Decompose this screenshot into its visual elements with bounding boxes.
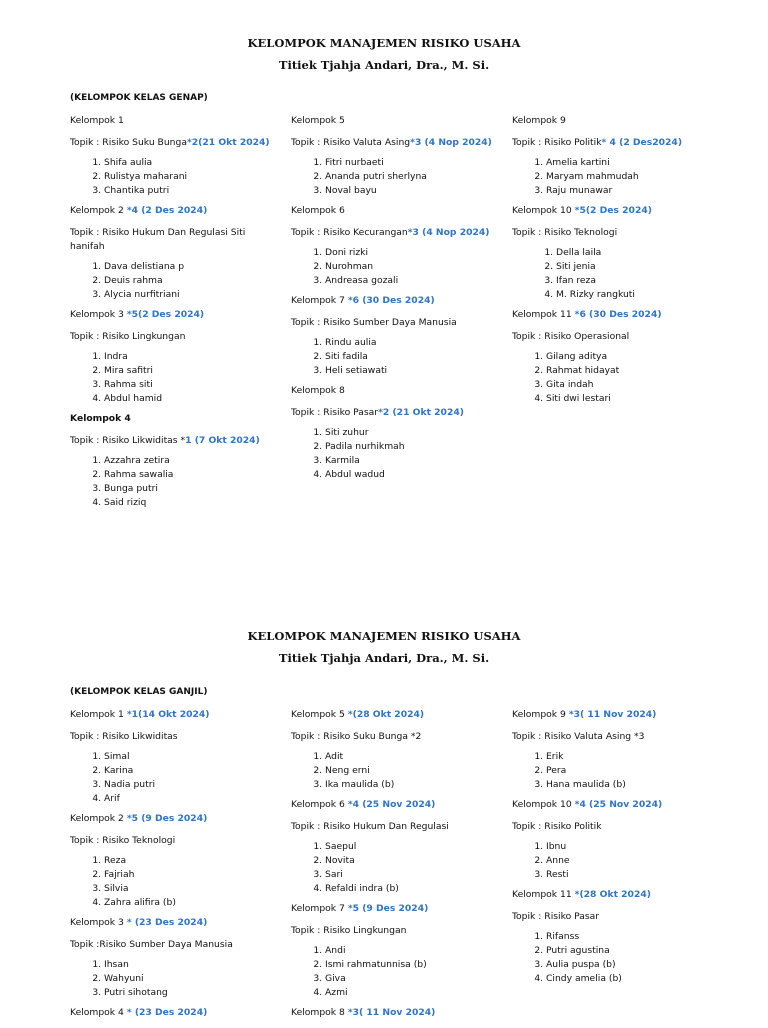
group-label: Kelompok 3 xyxy=(70,309,124,320)
member-name: 1. Ibnu xyxy=(546,840,722,854)
group-label: Kelompok 8 xyxy=(291,1007,345,1018)
topic-text: Topik : Risiko Kecurangan xyxy=(291,227,408,238)
document-title: KELOMPOK MANAJEMEN RISIKO USAHA xyxy=(247,36,521,50)
member-name: 1. Reza xyxy=(104,854,280,868)
member-name: 1. Azzahra zetira xyxy=(104,454,280,468)
topic-line xyxy=(70,136,280,150)
schedule-note: *5 (9 Des 2024) xyxy=(126,813,208,824)
document-title: KELOMPOK MANAJEMEN RISIKO USAHA xyxy=(247,629,521,643)
schedule-note: *5(2 Des 2024) xyxy=(126,309,205,320)
member-list xyxy=(512,156,722,198)
member-list xyxy=(70,958,280,1000)
member-name: 2. Nurohman xyxy=(325,260,501,274)
member-name: 3. Alycia nurfitriani xyxy=(104,288,280,302)
member-name: 4. Azmi xyxy=(325,986,501,1000)
member-name: 2. Maryam mahmudah xyxy=(546,170,722,184)
schedule-note: * (23 Des 2024) xyxy=(126,1007,208,1018)
schedule-note: *4 (2 Des 2024) xyxy=(126,205,208,216)
group-block xyxy=(512,114,722,198)
member-name: 1. Rindu aulia xyxy=(325,336,501,350)
group-column xyxy=(70,114,280,516)
topic-text: Topik : Risiko Likwiditas * xyxy=(70,435,186,446)
member-name: 4. M. Rizky rangkuti xyxy=(556,288,722,302)
member-name: 1. Fitri nurbaeti xyxy=(325,156,501,170)
group-heading xyxy=(291,1006,501,1020)
group-block xyxy=(70,916,280,1000)
member-name: 3. Bunga putri xyxy=(104,482,280,496)
topic-line xyxy=(291,226,501,240)
topic-text: Topik : Risiko Teknologi xyxy=(70,835,176,846)
group-block xyxy=(291,902,501,1000)
member-list xyxy=(70,156,280,198)
member-name: 2. Pera xyxy=(546,764,722,778)
member-name: 2. Deuis rahma xyxy=(104,274,280,288)
schedule-note: * 4 (2 Des2024) xyxy=(601,137,683,148)
group-label: Kelompok 1 xyxy=(70,709,124,720)
schedule-note: *5 (9 Des 2024) xyxy=(347,903,429,914)
group-heading xyxy=(512,888,722,902)
topic-text: Topik : Risiko Lingkungan xyxy=(291,925,407,936)
member-list xyxy=(70,260,280,302)
group-label: Kelompok 10 xyxy=(512,799,572,810)
member-name: 1. Saepul xyxy=(325,840,501,854)
member-name: 4. Abdul hamid xyxy=(104,392,280,406)
schedule-note: 1 (7 Okt 2024) xyxy=(185,435,260,446)
schedule-note: *3( 11 Nov 2024) xyxy=(347,1007,436,1018)
topic-line xyxy=(291,820,501,834)
topic-text: Topik : Risiko Sumber Daya Manusia xyxy=(291,317,457,328)
member-name: 1. Simal xyxy=(104,750,280,764)
group-block xyxy=(70,114,280,198)
member-list xyxy=(512,246,722,302)
topic-text: Topik : Risiko Suku Bunga xyxy=(70,137,187,148)
schedule-note: *6 (30 Des 2024) xyxy=(347,295,435,306)
topic-line xyxy=(291,924,501,938)
schedule-note: *6 (30 Des 2024) xyxy=(574,309,662,320)
group-label: Kelompok 7 xyxy=(291,295,345,306)
group-block xyxy=(291,294,501,378)
class-label: (KELOMPOK KELAS GANJIL) xyxy=(70,687,208,697)
group-heading xyxy=(70,916,280,930)
group-block xyxy=(70,1006,280,1020)
topic-text: Topik : Risiko Politik xyxy=(512,137,602,148)
topic-line xyxy=(512,136,722,150)
group-block xyxy=(512,798,722,882)
group-block xyxy=(291,798,501,896)
schedule-note: *3 (4 Nop 2024) xyxy=(410,137,492,148)
topic-text: Topik :Risiko Sumber Daya Manusia xyxy=(70,939,233,950)
member-list xyxy=(291,426,501,482)
topic-text: Topik : Risiko Pasar xyxy=(512,911,600,922)
member-name: 1. Dava delistiana p xyxy=(104,260,280,274)
group-column xyxy=(70,708,280,1028)
topic-text: Topik : Risiko Hukum Dan Regulasi xyxy=(291,821,449,832)
group-heading xyxy=(291,114,501,128)
member-name: 3. Putri sihotang xyxy=(104,986,280,1000)
member-name: 2. Rulistya maharani xyxy=(104,170,280,184)
group-column xyxy=(291,708,501,1028)
topic-text: Topik : Risiko Pasar xyxy=(291,407,379,418)
group-heading xyxy=(70,708,280,722)
group-heading xyxy=(70,308,280,322)
member-name: 3. Giva xyxy=(325,972,501,986)
member-name: 2. Neng erni xyxy=(325,764,501,778)
group-block xyxy=(291,1006,501,1020)
member-name: 2. Ananda putri sherlyna xyxy=(325,170,501,184)
topic-text: Topik : Risiko Valuta Asing *3 xyxy=(512,731,645,742)
group-block xyxy=(70,708,280,806)
topic-line xyxy=(512,820,722,834)
schedule-note: *3( 11 Nov 2024) xyxy=(568,709,657,720)
topic-line xyxy=(291,406,501,420)
topic-line xyxy=(70,730,280,744)
group-heading xyxy=(291,204,501,218)
topic-line xyxy=(512,730,722,744)
group-heading xyxy=(291,384,501,398)
member-name: 3. Chantika putri xyxy=(104,184,280,198)
group-label: Kelompok 11 xyxy=(512,309,572,320)
group-label: Kelompok 5 xyxy=(291,115,345,126)
member-name: 3. Resti xyxy=(546,868,722,882)
topic-text: Topik : Risiko Valuta Asing xyxy=(291,137,411,148)
member-name: 2. Mira safitri xyxy=(104,364,280,378)
member-name: 1. Shifa aulia xyxy=(104,156,280,170)
group-heading xyxy=(512,308,722,322)
document-author: Titiek Tjahja Andari, Dra., M. Si. xyxy=(278,651,490,665)
member-name: 2. Wahyuni xyxy=(104,972,280,986)
group-block xyxy=(512,308,722,406)
member-name: 3. Hana maulida (b) xyxy=(546,778,722,792)
member-name: 3. Ifan reza xyxy=(556,274,722,288)
document-author: Titiek Tjahja Andari, Dra., M. Si. xyxy=(278,58,490,72)
member-name: 3. Raju munawar xyxy=(546,184,722,198)
group-label: Kelompok 6 xyxy=(291,799,345,810)
topic-line xyxy=(70,226,280,254)
topic-text: Topik : Risiko Suku Bunga *2 xyxy=(291,731,422,742)
group-block xyxy=(512,204,722,302)
member-name: 3. Nadia putri xyxy=(104,778,280,792)
group-label: Kelompok 4 xyxy=(70,1007,124,1018)
member-name: 1. Siti zuhur xyxy=(325,426,501,440)
group-label: Kelompok 8 xyxy=(291,385,345,396)
member-name: 3. Silvia xyxy=(104,882,280,896)
member-name: 2. Karina xyxy=(104,764,280,778)
group-heading xyxy=(70,1006,280,1020)
schedule-note: *(28 Okt 2024) xyxy=(574,889,651,900)
topic-line xyxy=(70,938,280,952)
member-list xyxy=(512,840,722,882)
topic-line xyxy=(512,226,722,240)
member-name: 3. Karmila xyxy=(325,454,501,468)
member-name: 4. Siti dwi lestari xyxy=(546,392,722,406)
member-list xyxy=(291,246,501,288)
topic-text: Topik : Risiko Operasional xyxy=(512,331,630,342)
member-name: 2. Ismi rahmatunnisa (b) xyxy=(325,958,501,972)
group-block xyxy=(291,384,501,482)
topic-line xyxy=(70,834,280,848)
member-name: 1. Amelia kartini xyxy=(546,156,722,170)
member-name: 1. Doni rizki xyxy=(325,246,501,260)
group-column xyxy=(512,708,722,992)
member-list xyxy=(291,156,501,198)
group-heading xyxy=(70,114,280,128)
topic-line xyxy=(512,910,722,924)
member-name: 3. Noval bayu xyxy=(325,184,501,198)
group-label: Kelompok 2 xyxy=(70,813,124,824)
topic-text: Topik : Risiko Teknologi xyxy=(512,227,618,238)
member-list xyxy=(70,854,280,910)
topic-text: Topik : Risiko Likwiditas xyxy=(70,731,178,742)
topic-line xyxy=(291,136,501,150)
member-list xyxy=(70,350,280,406)
schedule-note: * (23 Des 2024) xyxy=(126,917,208,928)
topic-line xyxy=(70,330,280,344)
member-name: 3. Gita indah xyxy=(546,378,722,392)
schedule-note: *4 (25 Nov 2024) xyxy=(574,799,663,810)
member-list xyxy=(291,750,501,792)
group-block xyxy=(70,308,280,406)
member-name: 4. Said riziq xyxy=(104,496,280,510)
topic-line xyxy=(70,434,280,448)
group-block xyxy=(70,412,280,510)
group-heading xyxy=(70,812,280,826)
group-label: Kelompok 4 xyxy=(70,413,131,424)
group-block xyxy=(70,812,280,910)
topic-line xyxy=(291,730,501,744)
topic-line xyxy=(291,316,501,330)
topic-text: Topik : Risiko Politik xyxy=(512,821,602,832)
member-list xyxy=(512,750,722,792)
member-list xyxy=(70,750,280,806)
member-name: 4. Refaldi indra (b) xyxy=(325,882,501,896)
group-label: Kelompok 7 xyxy=(291,903,345,914)
group-heading xyxy=(291,798,501,812)
member-name: 2. Siti fadila xyxy=(325,350,501,364)
member-name: 2. Fajriah xyxy=(104,868,280,882)
member-list xyxy=(70,454,280,510)
member-name: 3. Heli setiawati xyxy=(325,364,501,378)
member-name: 4. Zahra alifira (b) xyxy=(104,896,280,910)
group-block xyxy=(291,204,501,288)
group-heading xyxy=(291,902,501,916)
group-column xyxy=(512,114,722,412)
group-label: Kelompok 9 xyxy=(512,115,566,126)
group-heading xyxy=(291,708,501,722)
member-name: 2. Rahmat hidayat xyxy=(546,364,722,378)
member-name: 3. Aulia puspa (b) xyxy=(546,958,722,972)
member-name: 4. Cindy amelia (b) xyxy=(546,972,722,986)
member-name: 3. Andreasa gozali xyxy=(325,274,501,288)
schedule-note: *3 (4 Nop 2024) xyxy=(407,227,490,238)
member-name: 3. Rahma siti xyxy=(104,378,280,392)
schedule-note: *1(14 Okt 2024) xyxy=(126,709,210,720)
member-list xyxy=(291,336,501,378)
schedule-note: *2(21 Okt 2024) xyxy=(186,137,270,148)
member-name: 2. Rahma sawalia xyxy=(104,468,280,482)
group-label: Kelompok 2 xyxy=(70,205,124,216)
group-label: Kelompok 5 xyxy=(291,709,345,720)
member-name: 3. Ika maulida (b) xyxy=(325,778,501,792)
group-block xyxy=(512,708,722,792)
member-name: 1. Erik xyxy=(546,750,722,764)
member-name: 2. Siti jenia xyxy=(556,260,722,274)
group-label: Kelompok 6 xyxy=(291,205,345,216)
group-label: Kelompok 11 xyxy=(512,889,572,900)
schedule-note: *2 (21 Okt 2024) xyxy=(378,407,464,418)
member-name: 2. Padila nurhikmah xyxy=(325,440,501,454)
topic-line xyxy=(512,330,722,344)
member-name: 1. Andi xyxy=(325,944,501,958)
member-name: 4. Abdul wadud xyxy=(325,468,501,482)
member-name: 3. Sari xyxy=(325,868,501,882)
member-name: 2. Novita xyxy=(325,854,501,868)
group-heading xyxy=(512,204,722,218)
group-label: Kelompok 9 xyxy=(512,709,566,720)
group-heading xyxy=(512,114,722,128)
member-name: 2. Anne xyxy=(546,854,722,868)
member-name: 1. Gilang aditya xyxy=(546,350,722,364)
group-label: Kelompok 10 xyxy=(512,205,572,216)
schedule-note: *4 (25 Nov 2024) xyxy=(347,799,436,810)
class-label: (KELOMPOK KELAS GENAP) xyxy=(70,93,208,103)
member-list xyxy=(512,930,722,986)
group-heading xyxy=(291,294,501,308)
member-name: 1. Rifanss xyxy=(546,930,722,944)
member-name: 1. Della laila xyxy=(556,246,722,260)
member-list xyxy=(512,350,722,406)
group-column xyxy=(291,114,501,488)
group-block xyxy=(291,114,501,198)
member-name: 4. Arif xyxy=(104,792,280,806)
group-label: Kelompok 3 xyxy=(70,917,124,928)
group-block xyxy=(291,708,501,792)
topic-text: Topik : Risiko Lingkungan xyxy=(70,331,186,342)
member-list xyxy=(291,944,501,1000)
group-heading xyxy=(512,708,722,722)
group-heading xyxy=(70,204,280,218)
schedule-note: *5(2 Des 2024) xyxy=(574,205,652,216)
group-block xyxy=(512,888,722,986)
schedule-note: *(28 Okt 2024) xyxy=(347,709,425,720)
member-list xyxy=(291,840,501,896)
topic-text: Topik : Risiko Hukum Dan Regulasi Siti hanifah xyxy=(70,227,246,252)
member-name: 1. Adit xyxy=(325,750,501,764)
group-heading xyxy=(70,412,280,426)
group-block xyxy=(70,204,280,302)
group-heading xyxy=(512,798,722,812)
group-label: Kelompok 1 xyxy=(70,115,124,126)
member-name: 1. Ihsan xyxy=(104,958,280,972)
member-name: 2. Putri agustina xyxy=(546,944,722,958)
member-name: 1. Indra xyxy=(104,350,280,364)
